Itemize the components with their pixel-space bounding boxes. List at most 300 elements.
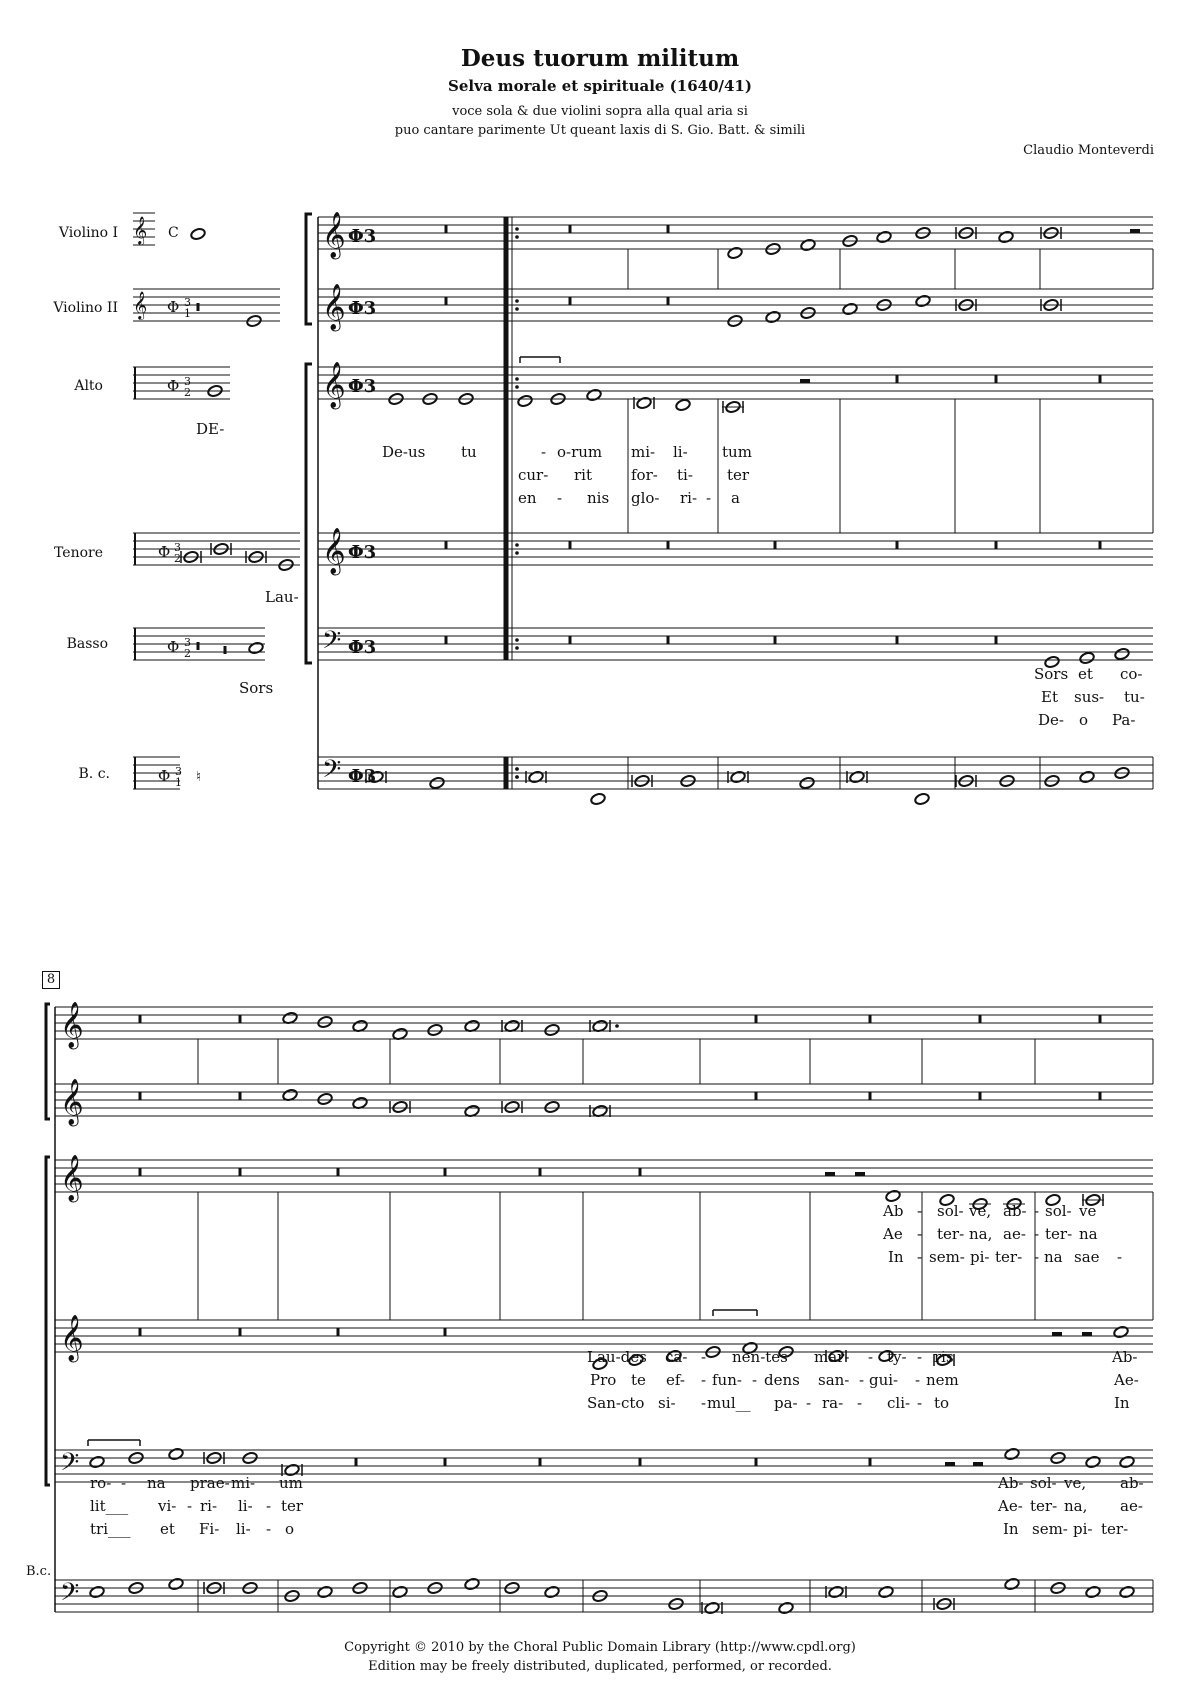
whole-note [915,294,931,307]
whole-note [544,1100,560,1113]
rest [979,1015,982,1023]
rest [1099,1092,1102,1100]
whole-note [592,1357,608,1370]
rest [445,225,448,233]
lyric-syllable: - [1034,1248,1040,1266]
lyric-syllable: - [868,1348,874,1366]
whole-note [1085,1455,1101,1468]
rest [667,297,670,305]
whole-note [317,1015,333,1028]
whole-note [586,388,602,401]
lyric-syllable: ty- [887,1348,907,1366]
whole-note [998,230,1014,243]
rest [139,1168,142,1176]
treble-clef-icon: 𝄞 [60,1315,84,1361]
instrument-name-violino-1: Violino I [58,225,118,241]
whole-note [168,1577,184,1590]
rest [1082,1332,1092,1336]
lyric-syllable: Pa- [1112,711,1136,729]
whole-note [666,1349,682,1362]
instrument-name-alto: Alto [74,378,103,394]
lyric-syllable: to [934,1394,950,1412]
incipit-note [190,227,206,240]
lyric-syllable: for- [631,466,658,484]
rest [337,1328,340,1336]
lyric-syllable: sol- [1045,1202,1072,1220]
rest [569,225,572,233]
lyric-syllable: ter- [995,1248,1023,1266]
lyric-syllable: ve, [969,1202,992,1220]
lyric-syllable: sem- [1032,1520,1068,1538]
time-signature: Φ3 [348,226,377,247]
lyric-syllable: ro- [90,1474,112,1492]
breve-note [284,1463,300,1476]
lyric-syllable: ra- [822,1394,844,1412]
rest [444,1168,447,1176]
whole-note [1113,1325,1129,1338]
lyric-syllable: - [1034,1202,1040,1220]
rest [869,1458,872,1466]
time-signature: 1 [175,776,182,789]
time-signature: Φ [167,298,180,316]
lyric-syllable: - [917,1348,923,1366]
lyric-syllable: sol- [937,1202,964,1220]
whole-note [1004,1447,1020,1460]
lyric-syllable: san- [818,1371,850,1389]
lyric-syllable: mi- [231,1474,256,1492]
lyric-syllable: en [518,489,537,507]
lyric-syllable: - [857,1394,863,1412]
time-signature: 3 [184,636,191,649]
lyric-syllable: - [859,1371,865,1389]
rest [445,541,448,549]
whole-note [1119,1455,1135,1468]
rest [355,1458,358,1466]
rest [896,541,899,549]
rest [239,1168,242,1176]
lyric-syllable: Lau-des [587,1348,647,1366]
lyric-syllable: a [731,489,740,507]
repeat-dot [515,638,519,642]
whole-note [939,1193,955,1206]
time-signature: 2 [184,647,191,660]
treble-clef-icon: 𝄞 [133,216,148,244]
whole-note [1044,655,1060,668]
time-signature: Φ3 [348,637,377,658]
lyric-syllable: na [1044,1248,1063,1266]
lyric-syllable: li- [673,443,688,461]
lyric-syllable: tu- [1124,688,1145,706]
rest [1099,541,1102,549]
rest [945,1462,955,1466]
whole-note [765,310,781,323]
whole-note [89,1455,105,1468]
lyric-syllable: cli- [887,1394,911,1412]
whole-note [1085,1585,1101,1598]
time-signature: 1 [184,307,191,320]
whole-note [742,1341,758,1354]
lyric-syllable: sol- [1030,1474,1057,1492]
breve-note [828,1585,844,1598]
rest [1130,229,1140,233]
time-signature: Φ3 [348,766,377,787]
rest [995,636,998,644]
lyric-syllable: - [917,1248,923,1266]
time-signature: C [168,225,179,241]
description-line-2: puo cantare parimente Ut queant laxis di S. Gio. Batt. & simili [394,123,806,138]
rest [239,1092,242,1100]
rest [896,636,899,644]
lyric-syllable: ris [934,1348,954,1366]
instrument-name-bc-short: B.c. [26,1564,52,1579]
rest [445,636,448,644]
instrument-name-basso: Basso [66,636,108,652]
lyric-syllable: te [631,1371,646,1389]
whole-note [800,238,816,251]
whole-note [89,1585,105,1598]
whole-note [1079,651,1095,664]
lyric-syllable: pi- [1073,1520,1093,1538]
rest [444,1328,447,1336]
lyric-syllable: ef- [666,1371,685,1389]
repeat-dot [515,775,519,779]
lyric-syllable: ter- [1101,1520,1129,1538]
incipit-lyric-alto: DE- [196,420,225,438]
lyric-syllable: ter [727,466,750,484]
lyric-syllable: De- [1038,711,1064,729]
lyric-syllable: gui- [869,1371,899,1389]
bracket [46,1004,50,1119]
whole-note [429,776,445,789]
rest [539,1168,542,1176]
lyric-syllable: In [1114,1394,1130,1412]
lyric-syllable: et [160,1520,175,1538]
repeat-dot [515,543,519,547]
lyric-syllable: dens [764,1371,800,1389]
lyric-syllable: - [917,1225,923,1243]
lyric-syllable: - [121,1474,127,1492]
lyric-syllable: ter- [1045,1225,1073,1243]
piece-subtitle: Selva morale et spirituale (1640/41) [448,77,752,95]
repeat-dot [515,646,519,650]
breve-note [504,1100,520,1113]
lyric-syllable: - [806,1394,812,1412]
incipit-lyric-basso: Sors [239,679,274,697]
lyric-syllable: o [285,1520,295,1538]
time-signature: Φ [158,543,171,561]
lyric-syllable: - [1034,1225,1040,1243]
lyric-syllable: - [706,489,712,507]
lyric-syllable: - [701,1348,707,1366]
rest [825,1172,835,1176]
rest [995,375,998,383]
treble-clef-icon: 𝄞 [60,1002,84,1048]
repeat-dot [515,551,519,555]
repeat-dot [515,299,519,303]
composer-name: Claudio Monteverdi [1023,143,1154,158]
breve-note [528,770,544,783]
whole-note [544,1023,560,1036]
whole-note [317,1092,333,1105]
whole-note [1004,1577,1020,1590]
whole-note [878,1585,894,1598]
repeat-dot [515,385,519,389]
whole-note [778,1601,794,1614]
lyric-syllable: sae [1074,1248,1100,1266]
lyric-syllable: tu [461,443,477,461]
breve-note [636,396,652,409]
lyric-syllable: li- [236,1520,251,1538]
rest [569,636,572,644]
lyric-syllable: na [147,1474,166,1492]
time-signature: 3 [174,541,181,554]
breve-note [936,1353,952,1366]
lyric-syllable: Ab [883,1202,904,1220]
treble-clef-icon: 𝄞 [322,362,346,408]
rest [239,1328,242,1336]
repeat-dot [515,307,519,311]
treble-clef-icon: 𝄞 [322,212,346,258]
whole-note [914,792,930,805]
lyric-syllable: o [1079,711,1089,729]
rest [639,1458,642,1466]
rest [755,1092,758,1100]
lyric-syllable: Et [1041,688,1058,706]
lyric-syllable: ter- [937,1225,965,1243]
lyric-syllable: ve, [1064,1474,1087,1492]
rest [800,379,810,383]
lyric-syllable: ab- [1120,1474,1144,1492]
time-signature: 2 [174,552,181,565]
rest [774,541,777,549]
bass-clef-icon: 𝄢 [60,1578,80,1613]
lyric-syllable: ab- [1003,1202,1027,1220]
incipit-lyric-tenore: Lau- [265,588,299,606]
lyric-syllable: Ae- [998,1497,1023,1515]
lyric-syllable: co- [1120,665,1143,683]
rest [445,297,448,305]
treble-clef-icon: 𝄞 [60,1155,84,1201]
rest [896,375,899,383]
measure-number-box: 8 [42,971,60,989]
bass-clef-icon: 𝄢 [60,1448,80,1483]
lyric-syllable: - [266,1497,272,1515]
lyric-syllable: fun- [712,1371,742,1389]
whole-note [1114,647,1130,660]
lyric-syllable: De-us [382,443,426,461]
whole-note [727,246,743,259]
breve-note [849,770,865,783]
time-signature: Φ3 [348,298,377,319]
lyric-syllable: Ab- [1112,1348,1138,1366]
dot [615,1024,619,1028]
whole-note [544,1585,560,1598]
rest [774,636,777,644]
whole-note [1045,1193,1061,1206]
lyric-syllable: ve [1079,1202,1097,1220]
lyric-syllable: li- [238,1497,253,1515]
whole-note [842,302,858,315]
breve-note [704,1601,720,1614]
whole-note [317,1585,333,1598]
rest [869,1015,872,1023]
rest [639,1168,642,1176]
lyric-syllable: tum [722,443,752,461]
bracket [306,364,312,663]
whole-note [876,230,892,243]
lyric-syllable: Pro [590,1371,617,1389]
lyric-syllable: lit___ [90,1497,129,1515]
lyric-syllable: na, [969,1225,993,1243]
lyric-syllable: mul__ [707,1394,751,1412]
lyric-syllable: mar- [814,1348,850,1366]
lyric-syllable: - [917,1394,923,1412]
lyric-syllable: Ae [883,1225,903,1243]
rest [444,1458,447,1466]
bracket [306,214,312,324]
lyric-syllable: ter [281,1497,304,1515]
piece-title: Deus tuorum militum [460,45,740,72]
rest [139,1015,142,1023]
instrument-name-violino-2: Violino II [53,300,118,316]
time-signature: Φ3 [348,376,377,397]
whole-note [885,1189,901,1202]
time-signature: Φ3 [348,542,377,563]
lyric-syllable: - [541,443,547,461]
time-signature: Φ [167,638,180,656]
rest [239,1015,242,1023]
lyric-syllable: pi- [970,1248,990,1266]
whole-note [799,776,815,789]
rest [755,1015,758,1023]
lyric-syllable: ca- [665,1348,688,1366]
rest [1099,375,1102,383]
lyric-syllable: Fi- [199,1520,220,1538]
lyric-syllable: San-cto [587,1394,645,1412]
lyric-syllable: si- [658,1394,676,1412]
lyric-syllable: - [187,1497,193,1515]
rest [667,541,670,549]
lyric-syllable: sus- [1074,688,1105,706]
lyric-syllable: o-rum [557,443,603,461]
time-signature: 2 [184,386,191,399]
treble-clef-icon: 𝄞 [133,291,148,319]
copyright-line: Copyright © 2010 by the Choral Public Domain Library (http://www.cpdl.org) [344,1640,856,1655]
rest [979,1092,982,1100]
rest [1099,1015,1102,1023]
lyric-syllable: nem [926,1371,959,1389]
instrument-name-tenore: Tenore [54,545,103,561]
lyric-syllable: ri- [200,1497,218,1515]
lyric-syllable: prae- [190,1474,230,1492]
lyric-syllable: sem- [929,1248,965,1266]
lyric-syllable: In [888,1248,904,1266]
repeat-dot [515,227,519,231]
time-signature: Φ [158,767,171,785]
bass-clef-icon: 𝄢 [322,626,342,661]
whole-note [1119,1585,1135,1598]
treble-clef-icon: 𝄞 [322,284,346,330]
lyric-syllable: - [752,1371,758,1389]
lyric-syllable: ti- [677,466,693,484]
whole-note [1079,770,1095,783]
lyric-syllable: - [266,1520,272,1538]
repeat-dot [515,767,519,771]
rest [139,1092,142,1100]
whole-note [168,1447,184,1460]
repeat-dot [515,235,519,239]
rest [755,1458,758,1466]
incipit-note: ♮ [196,769,202,785]
lyric-syllable: - [557,489,563,507]
rest [869,1092,872,1100]
lyric-syllable: cur- [518,466,549,484]
lyric-syllable: Ab- [998,1474,1024,1492]
lyric-syllable: Sors [1034,665,1069,683]
lyric-syllable: - [701,1394,707,1412]
bass-clef-icon: 𝄢 [322,755,342,790]
whole-note [427,1023,443,1036]
breve-note [828,1349,844,1362]
whole-note [675,398,691,411]
lyric-syllable: - [915,1371,921,1389]
rest [667,225,670,233]
rest [1052,1332,1062,1336]
lyric-syllable: na [1079,1225,1098,1243]
rest [337,1168,340,1176]
lyric-syllable: - [917,1202,923,1220]
rest [569,541,572,549]
lyric-syllable: glo- [631,489,660,507]
lyric-syllable: et [1078,665,1093,683]
whole-note [392,1585,408,1598]
distribution-notice: Edition may be freely distributed, duplicated, performed, or recorded. [368,1659,832,1674]
breve-note [730,770,746,783]
time-signature: 3 [175,765,182,778]
rest [995,541,998,549]
rest [855,1172,865,1176]
treble-clef-icon: 𝄞 [60,1079,84,1125]
repeat-dot [515,377,519,381]
lyric-syllable: um [279,1474,303,1492]
lyric-syllable: - [1117,1248,1123,1266]
time-signature: Φ [167,377,180,395]
bracket [46,1157,50,1485]
breve-note [392,1100,408,1113]
lyric-syllable: ri- [680,489,698,507]
lyric-syllable: ae- [1003,1225,1026,1243]
lyric-syllable: pa- [774,1394,798,1412]
whole-note [590,792,606,805]
whole-note [878,1349,894,1362]
time-signature: 3 [184,375,191,388]
rest [139,1328,142,1336]
time-signature: 3 [184,296,191,309]
lyric-syllable: nen-tes [732,1348,788,1366]
rest [569,297,572,305]
whole-note [628,1353,644,1366]
lyric-syllable: ter- [1030,1497,1058,1515]
lyric-syllable: na, [1064,1497,1088,1515]
rest [667,636,670,644]
lyric-syllable: nis [587,489,610,507]
lyric-syllable: mi- [631,443,656,461]
rest [539,1458,542,1466]
lyric-syllable: ae- [1120,1497,1143,1515]
lyric-syllable: - [701,1371,707,1389]
lyric-syllable: Ae- [1114,1371,1139,1389]
rest [973,1462,983,1466]
